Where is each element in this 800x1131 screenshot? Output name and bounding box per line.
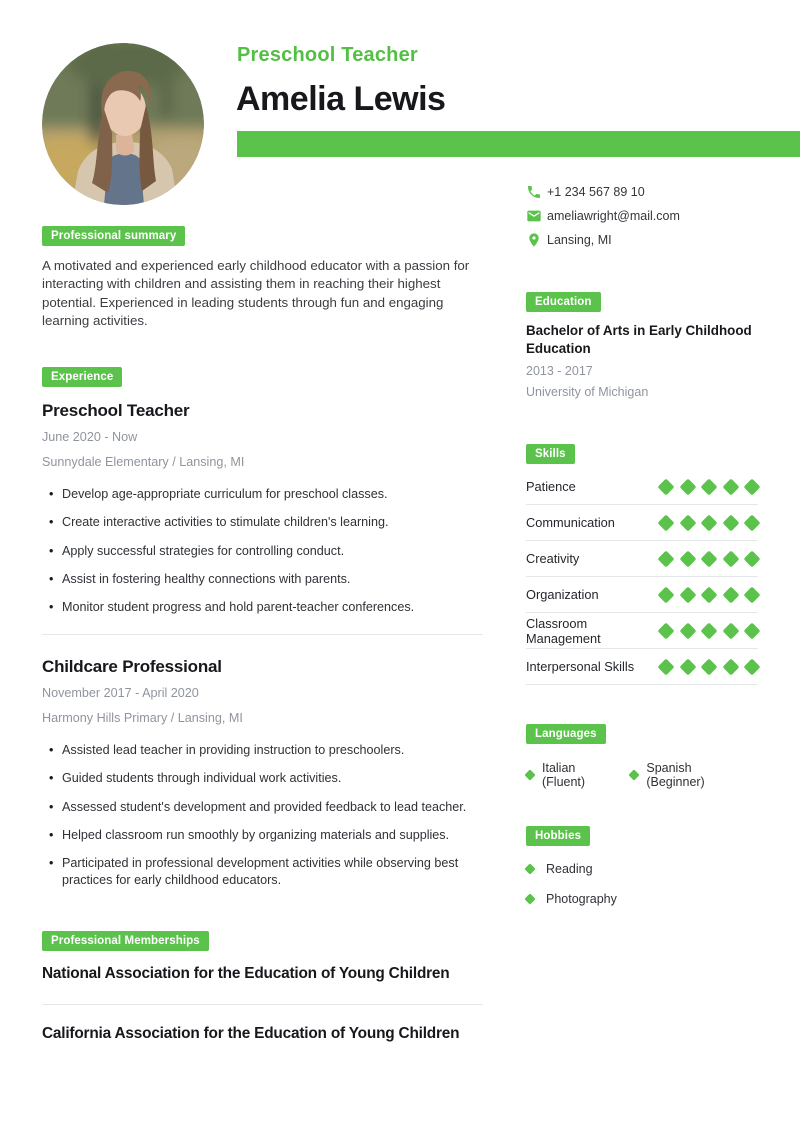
memberships-badge: Professional Memberships (42, 931, 209, 951)
skill-diamond-icon (701, 622, 718, 639)
skill-name: Communication (526, 515, 615, 530)
experience-bullet: • Guided students through individual work activities. (42, 770, 490, 787)
hobby-label: Reading (546, 862, 593, 876)
job-company: Sunnydale Elementary (42, 455, 169, 470)
phone-icon (526, 184, 542, 200)
contact-location-text: Lansing, MI (547, 233, 612, 247)
skill-diamond-icon (701, 658, 718, 675)
job-bullet-list (42, 486, 490, 616)
profile-photo (42, 43, 204, 205)
languages-list (526, 761, 758, 789)
skill-name: Interpersonal Skills (526, 659, 635, 674)
skill-diamond-icon (658, 550, 675, 567)
membership-list (42, 964, 490, 1043)
skill-diamond-icon (658, 622, 675, 639)
contact-email (526, 208, 758, 224)
skill-diamond-icon (679, 586, 696, 603)
experience-bullet: • Assist in fostering healthy connections with parents. (42, 571, 490, 588)
skill-name: Creativity (526, 551, 580, 566)
skills-badge: Skills (526, 444, 575, 464)
meta-separator: / (170, 711, 175, 726)
experience-job (42, 401, 490, 616)
summary-text: A motivated and experienced early childhood educator with a passion for interacting with children and assisting them in reaching their highest potential. Experienced in leading students through fun and engaging learning activities. (42, 258, 470, 328)
skill-rating (651, 553, 759, 565)
experience-bullet: • Monitor student progress and hold parent-teacher conferences. (42, 599, 490, 616)
skill-rating (651, 625, 759, 637)
hobbies-list (526, 862, 758, 906)
language-label: Spanish (Beginner) (646, 761, 705, 789)
language-item (526, 761, 608, 789)
diamond-bullet-icon (629, 769, 640, 780)
membership-title: California Association for the Education of Young Children (42, 1024, 460, 1042)
job-bullet-list (42, 742, 490, 889)
skill-row (526, 469, 758, 505)
skill-rating (651, 517, 759, 529)
skill-diamond-icon (722, 478, 739, 495)
job-location: Lansing, MI (179, 455, 245, 470)
skill-diamond-icon (679, 550, 696, 567)
skill-diamond-icon (679, 478, 696, 495)
job-company-location (42, 709, 490, 727)
contact-location (526, 232, 758, 248)
header-accent-bar (237, 131, 800, 157)
experience-bullet: • Assisted lead teacher in providing instruction to preschoolers. (42, 742, 490, 759)
skill-row (526, 505, 758, 541)
contact-phone-text: +1 234 567 89 10 (547, 185, 645, 199)
job-title: Childcare Professional (42, 657, 222, 677)
section-divider (42, 1004, 483, 1005)
skill-diamond-icon (722, 514, 739, 531)
skill-rating (651, 661, 759, 673)
profile-photo-illustration (42, 43, 204, 205)
skill-diamond-icon (744, 514, 761, 531)
experience-bullet: • Create interactive activities to stimulate children's learning. (42, 514, 490, 531)
skill-diamond-icon (722, 622, 739, 639)
skill-row (526, 541, 758, 577)
skill-diamond-icon (679, 622, 696, 639)
experience-job (42, 657, 490, 889)
skill-rating (651, 589, 759, 601)
skill-diamond-icon (701, 478, 718, 495)
skill-diamond-icon (744, 550, 761, 567)
education-badge: Education (526, 292, 601, 312)
section-divider (42, 634, 483, 635)
skill-name: Patience (526, 479, 576, 494)
skill-row (526, 613, 758, 649)
skill-diamond-icon (722, 586, 739, 603)
skill-rating (651, 481, 759, 493)
location-pin-icon (526, 232, 542, 248)
hobby-label: Photography (546, 892, 617, 906)
skill-row (526, 577, 758, 613)
education-degree: Bachelor of Arts in Early Childhood Education (526, 323, 752, 356)
person-name: Amelia Lewis (236, 80, 446, 118)
mail-icon (526, 208, 542, 224)
languages-badge: Languages (526, 724, 606, 744)
job-dates: November 2017 - April 2020 (42, 686, 199, 701)
diamond-bullet-icon (524, 769, 535, 780)
header-job-title: Preschool Teacher (237, 44, 418, 66)
language-label: Italian (Fluent) (542, 761, 586, 789)
job-dates: June 2020 - Now (42, 430, 138, 445)
skill-name: Organization (526, 587, 599, 602)
experience-bullet: • Helped classroom run smoothly by organizing materials and supplies. (42, 827, 490, 844)
meta-separator: / (172, 455, 176, 470)
experience-bullet: • Apply successful strategies for controlling conduct. (42, 543, 490, 560)
experience-bullet: • Participated in professional development activities while observing best practices for early childhood educators. (42, 855, 490, 889)
skill-diamond-icon (701, 586, 718, 603)
language-item (630, 761, 736, 789)
job-company: Harmony Hills Primary (42, 711, 168, 726)
skill-diamond-icon (679, 658, 696, 675)
skill-diamond-icon (658, 586, 675, 603)
skill-diamond-icon (701, 550, 718, 567)
skill-diamond-icon (722, 550, 739, 567)
skill-diamond-icon (679, 514, 696, 531)
job-company-location (42, 453, 490, 471)
hobby-item (526, 892, 758, 906)
skill-diamond-icon (722, 658, 739, 675)
skill-diamond-icon (744, 478, 761, 495)
membership-title: National Association for the Education of Young Children (42, 965, 450, 983)
experience-bullet: • Develop age-appropriate curriculum for preschool classes. (42, 486, 490, 503)
summary-badge: Professional summary (42, 226, 185, 246)
skills-list (526, 469, 758, 685)
right-column (526, 184, 758, 906)
skill-diamond-icon (658, 478, 675, 495)
skill-name: Classroom Management (526, 615, 601, 646)
experience-badge: Experience (42, 367, 122, 387)
diamond-bullet-icon (524, 893, 535, 904)
education-school: University of Michigan (526, 385, 649, 399)
experience-bullet: • Assessed student's development and provided feedback to lead teacher. (42, 799, 490, 816)
hobbies-badge: Hobbies (526, 826, 590, 846)
job-location: Lansing, MI (177, 711, 243, 726)
contact-phone (526, 184, 758, 200)
job-title: Preschool Teacher (42, 401, 190, 421)
education-dates: 2013 - 2017 (526, 364, 593, 378)
skill-diamond-icon (744, 622, 761, 639)
skill-diamond-icon (701, 514, 718, 531)
hobby-item (526, 862, 758, 876)
skill-diamond-icon (744, 658, 761, 675)
diamond-bullet-icon (524, 863, 535, 874)
contact-email-text: ameliawright@mail.com (547, 209, 680, 223)
left-column (42, 226, 490, 1043)
skill-row (526, 649, 758, 685)
skill-diamond-icon (658, 658, 675, 675)
skill-diamond-icon (744, 586, 761, 603)
skill-diamond-icon (658, 514, 675, 531)
